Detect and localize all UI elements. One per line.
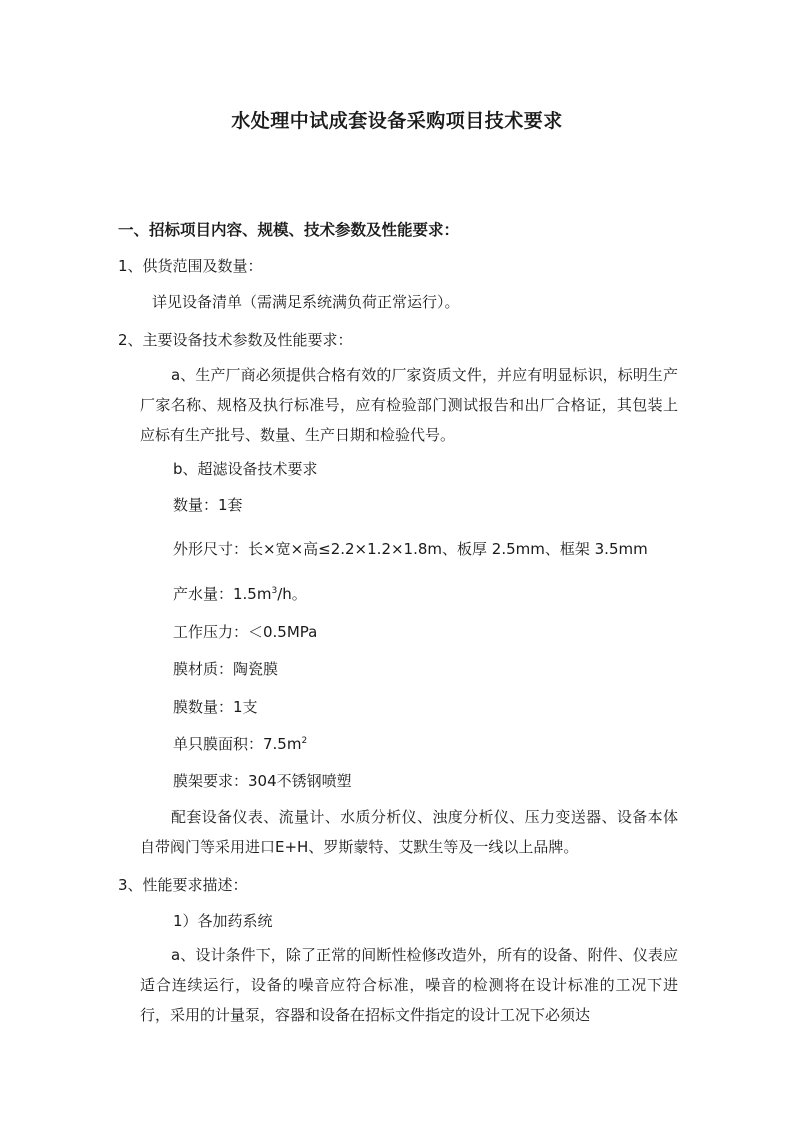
instruments-paragraph: 配套设备仪表、流量计、水质分析仪、浊度分析仪、压力变送器、设备本体自带阀门等采用进口E+H、罗斯蒙特、艾默生等及一线以上品牌。 bbox=[140, 808, 678, 856]
spec-pressure: 工作压力：＜0.5MPa bbox=[173, 623, 318, 641]
spec-quantity: 数量：1套 bbox=[173, 496, 243, 514]
item2-heading: 2、主要设备技术参数及性能要求： bbox=[118, 331, 353, 349]
spec-membrane-area: 单只膜面积：$7.5m^2$ bbox=[173, 735, 308, 753]
document-title: 水处理中试成套设备采购项目技术要求 bbox=[231, 110, 563, 132]
item2-paragraph-a: a、生产厂商必须提供合格有效的厂家资质文件，并应有明显标识，标明生产厂家名称、规格及执行标准号，应有检验部门测试报告和出厂合格证，其包装上应标有生产批号、数量、生产日期和检验代号。 bbox=[140, 366, 678, 444]
spec-membrane-count: 膜数量：1支 bbox=[173, 698, 258, 716]
item1-text: 详见设备清单（需满足系统满负荷正常运行）。 bbox=[152, 293, 460, 311]
item2-b-heading: b、超滤设备技术要求 bbox=[173, 460, 318, 478]
item1-heading: 1、供货范围及数量： bbox=[118, 257, 263, 275]
item3-sub-heading: 1）各加药系统 bbox=[173, 912, 273, 930]
spec-membrane-material: 膜材质：陶瓷膜 bbox=[173, 660, 279, 678]
section1-heading: 一、招标项目内容、规模、技术参数及性能要求： bbox=[118, 221, 460, 239]
item3-heading: 3、性能要求描述： bbox=[118, 876, 248, 894]
spec-dimensions: 外形尺寸：长×宽×高≤2.2×1.2×1.8m、板厚 2.5mm、框架 3.5mm bbox=[173, 540, 648, 558]
spec-water-output: 产水量：$1.5m^3/h$。 bbox=[173, 585, 307, 603]
item3-paragraph-a: a、设计条件下，除了正常的间断性检修改造外，所有的设备、附件、仪表应适合连续运行，设备的噪音应符合标准，噪音的检测将在设计标准的工况下进行，采用的计量泵，容器和设备在招标文件指定的设计工况下必须达 bbox=[140, 946, 678, 1024]
spec-frame: 膜架要求：304不锈钢喷塑 bbox=[173, 772, 352, 790]
